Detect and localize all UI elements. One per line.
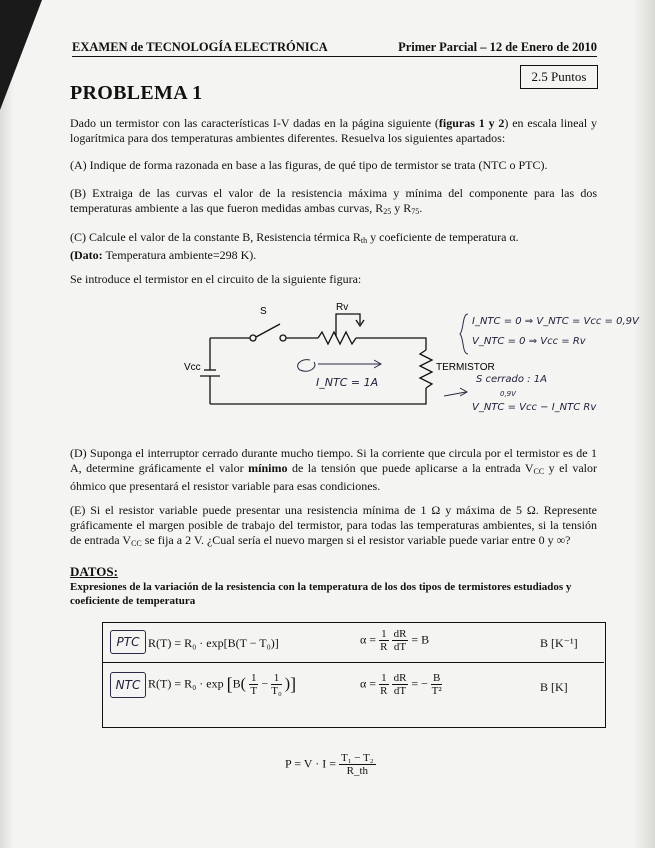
ptc-hand-label: PTC <box>116 635 140 649</box>
part-a: (A) Indique de forma razonada en base a las figuras, de qué tipo de termistor se trata (NTC o PTC). <box>70 158 548 172</box>
ptc-alpha: α = $\frac{1}{R}$ $\frac{dR}{dT}$ = B <box>360 628 430 653</box>
intro-paragraph: Dado un termistor con las características I-V dadas en la página siguiente (figuras 1 y 2) en escala lineal y logarítmica para dos temperaturas ambientes diferentes. Resuelva los siguientes apartados: <box>70 116 598 145</box>
hand-note-3: S cerrado : 1A <box>476 374 547 385</box>
exam-title: EXAMEN de TECNOLOGÍA ELECTRÓNICA <box>72 40 328 54</box>
part-b: (B) Extraiga de las curvas el valor de la resistencia máxima y mínima del componente para las dos temperaturas ambiente a las que fueron medidas ambas curvas, $R_{25}$ y $R_{75}$. <box>70 186 597 216</box>
rv-resistor <box>318 332 356 344</box>
circuit-intro: Se introduce el termistor en el circuito de la siguiente figura: <box>70 272 362 286</box>
switch-contact-left <box>250 335 256 341</box>
hand-current: I_NTC = 1A <box>316 376 379 389</box>
datos-title: DATOS: <box>70 564 118 579</box>
hand-note-2: V_NTC = 0 ⇒ Vcc = Rv <box>472 336 586 347</box>
power-formula: P = V · I = $\frac{\text{T₁ − T₂}}{R\_th}$ <box>285 752 374 777</box>
ntc-hand-label: NTC <box>115 678 141 692</box>
switch-blade <box>256 324 280 337</box>
ntc-hand-box <box>110 672 146 698</box>
circuit-diagram <box>184 300 639 430</box>
hand-note-1: I_NTC = 0 ⇒ V_NTC = Vcc = 0,9V <box>472 316 639 327</box>
switch-contact-right <box>280 335 286 341</box>
problem-title: PROBLEMA 1 <box>70 82 203 104</box>
switch-label: S <box>260 306 267 317</box>
ntc-formula: R(T) = R₀ · exp [B( $\frac{1}{T}$ − $\frac{1}{\text{T₀}}$ )] <box>148 672 297 697</box>
ntc-alpha: α = $\frac{1}{R}$ $\frac{dR}{dT}$ = − $\frac{B}{\text{T²}}$ <box>360 672 442 697</box>
ptc-hand-box <box>110 630 146 654</box>
datos-description: Expresiones de la variación de la resistencia con la temperatura de los dos tipos de termistores estudiados y coeficiente de temperatura <box>70 581 572 607</box>
thermistor-label: TERMISTOR <box>436 362 495 373</box>
scan-shadow-left <box>0 0 14 848</box>
part-c: (C) Calcule el valor de la constante B, Resistencia térmica $R_{th}$ y coeficiente de temperatura α. (Dato: Temperatura ambiente=298 K). <box>70 230 519 262</box>
scan-shadow-right <box>633 0 655 848</box>
exam-date: Primer Parcial – 12 de Enero de 2010 <box>398 40 597 54</box>
ptc-formula: R(T) = R₀ · exp[B(T − T₀)] <box>148 636 279 650</box>
part-e: (E) Si el resistor variable puede presentar una resistencia mínima de 1 Ω y máxima de 5 Ω. Represente gráficamente el margen posible de trabajo del termistor, para todas las temperaturas ambientes, si la tensión de entrada $V_{CC}$ se fija a 2 V. ¿Cual sería el nuevo margen si el resistor variable puede variar entre 0 y ∞? <box>70 503 597 548</box>
thermistor-resistor <box>420 350 432 388</box>
equations-divider <box>102 662 604 663</box>
points-box: 2.5 Puntos <box>520 65 598 89</box>
vcc-label: Vcc <box>184 362 201 373</box>
part-d: (D) Suponga el interruptor cerrado durante mucho tiempo. Si la corriente que circula por el termistor es de 1 A, determine gráficamente el valor mínimo de la tensión que puede aplicarse a la entrada $V_{CC}$ y el valor óhmico que presentará el resistor variable para esas condiciones. <box>70 446 597 493</box>
hand-note-small: 0,9V <box>500 390 516 398</box>
hand-note-4: V_NTC = Vcc − I_NTC Rv <box>472 402 597 413</box>
exam-header <box>72 40 597 57</box>
ptc-unit: B [K⁻¹] <box>540 636 578 650</box>
scan-corner-fold <box>0 0 42 110</box>
ntc-unit: B [K] <box>540 680 568 694</box>
rv-label: Rv <box>336 302 349 313</box>
